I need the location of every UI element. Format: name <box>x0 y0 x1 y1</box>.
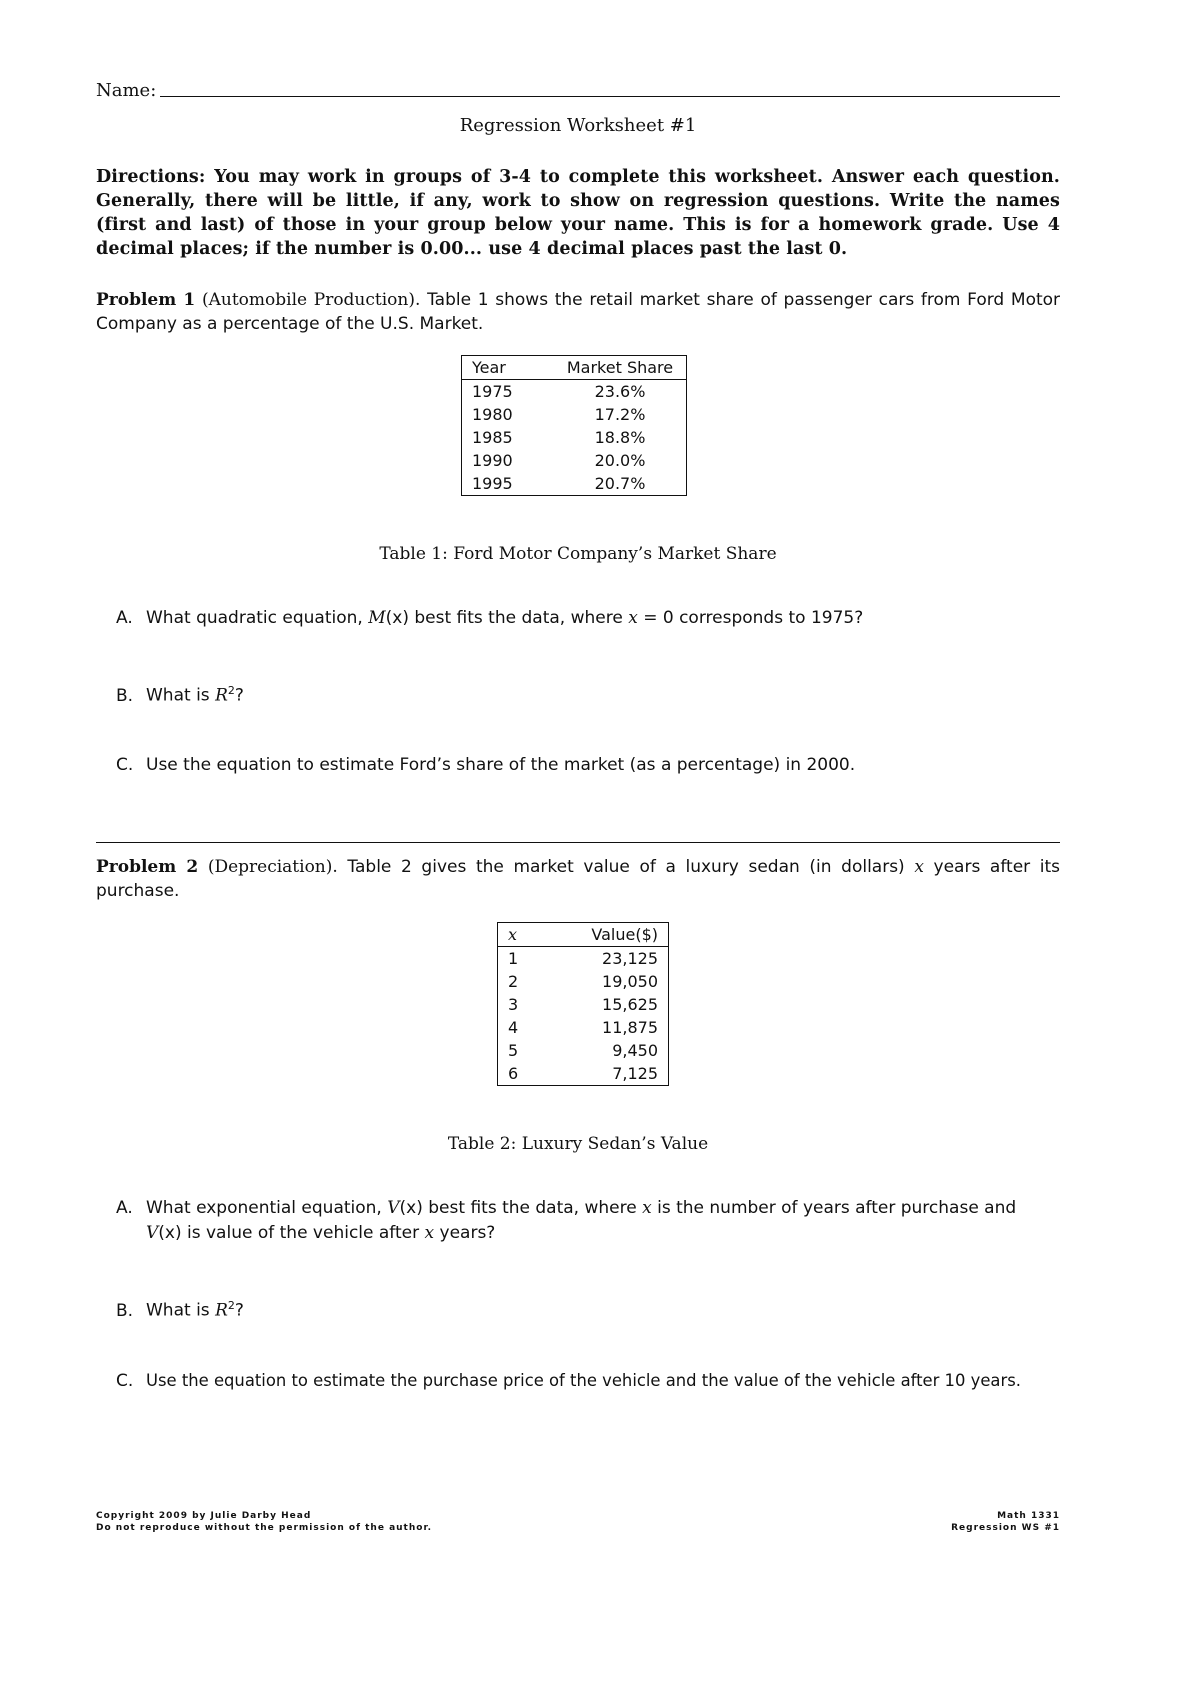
table-1-wrapper <box>461 355 687 496</box>
problem-2-question-a: A. What exponential equation, V(x) best fits the data, where x is the number of years after purchase and V(x) is value of the vehicle after x years? <box>116 1198 1017 1243</box>
table-1-header-row <box>462 356 687 380</box>
table-cell-value: 11,875 <box>602 1018 658 1037</box>
table-cell-value: 9,450 <box>612 1041 658 1060</box>
table-cell-x: 3 <box>508 995 519 1014</box>
table-row <box>498 1062 669 1086</box>
name-line <box>160 96 1060 97</box>
table-row <box>462 449 687 472</box>
problem-1-intro <box>96 288 1060 336</box>
table-cell-year: 1990 <box>472 451 513 470</box>
table-row <box>498 1016 669 1039</box>
table-2-header-row <box>498 923 669 947</box>
footer-copyright-line: Copyright 2009 by Julie Darby Head <box>96 1511 312 1521</box>
question-letter: C. <box>116 1371 134 1391</box>
table-row <box>498 947 669 971</box>
table-row <box>462 380 687 404</box>
footer-course <box>760 1510 1060 1534</box>
table-cell-share: 17.2% <box>594 405 646 424</box>
problem-2-heading: Problem 2 <box>96 857 199 877</box>
problem-1-heading: Problem 1 <box>96 290 196 310</box>
table-cell-value: 19,050 <box>602 972 658 991</box>
table-2-header-x: x <box>498 923 559 947</box>
table-cell-share: 20.7% <box>594 474 646 493</box>
table-1-header-year: Year <box>462 356 555 380</box>
table-cell-x: 5 <box>508 1041 519 1060</box>
problem-1-text: Table 1 shows the retail market share of passenger cars from Ford Motor Company as a percentage of the U.S. Market. <box>96 290 1061 334</box>
table-row <box>498 993 669 1016</box>
table-row <box>462 403 687 426</box>
table-cell-x: 4 <box>508 1018 519 1037</box>
table-1 <box>461 355 687 496</box>
table-2-caption: Table 2: Luxury Sedan’s Value <box>447 1134 709 1154</box>
table-row <box>498 1039 669 1062</box>
table-2-wrapper <box>497 922 669 1086</box>
name-label: Name: <box>96 80 157 101</box>
question-letter: C. <box>116 755 134 775</box>
question-letter: A. <box>116 608 133 628</box>
table-2-header-value: Value($) <box>558 923 669 947</box>
table-cell-x: 1 <box>508 949 519 968</box>
table-cell-year: 1995 <box>472 474 513 493</box>
table-row <box>462 472 687 496</box>
table-1-caption: Table 1: Ford Motor Company’s Market Share <box>379 544 777 564</box>
problem-1-topic: (Automobile Production). <box>201 290 421 310</box>
table-row <box>462 426 687 449</box>
problem-2-intro: Problem 2 (Depreciation). Table 2 gives the market value of a luxury sedan (in dollars) x years after its purchase. <box>96 857 1061 901</box>
problem-1-question-c: C. Use the equation to estimate Ford’s share of the market (as a percentage) in 2000. <box>116 753 1060 778</box>
footer-permission-line: Do not reproduce without the permission of the author. <box>96 1523 433 1533</box>
table-2 <box>497 922 669 1086</box>
table-row <box>498 970 669 993</box>
table-cell-value: 23,125 <box>602 949 658 968</box>
question-letter: B. <box>116 685 134 706</box>
table-cell-share: 20.0% <box>594 451 646 470</box>
question-letter: B. <box>116 1300 134 1321</box>
table-cell-year: 1980 <box>472 405 513 424</box>
worksheet-title: Regression Worksheet #1 <box>459 115 697 136</box>
table-cell-value: 15,625 <box>602 995 658 1014</box>
table-cell-value: 7,125 <box>612 1064 658 1083</box>
table-cell-share: 18.8% <box>594 428 646 447</box>
directions: Directions: You may work in groups of 3-4 to complete this worksheet. Answer each question. Generally, there will be little, if any, work to show on regression questions. Write the names (first and last) of those in your group below your name. This is for a homework grade. Use 4 decimal places; if the number is 0.00... use 4 decimal places past the last 0. <box>96 167 1060 259</box>
footer-course-line: Math 1331 <box>997 1511 1060 1521</box>
problem-1-question-a: A. What quadratic equation, M(x) best fits the data, where x = 0 corresponds to 1975? <box>116 606 1060 631</box>
question-letter: A. <box>116 1198 133 1218</box>
name-row <box>96 80 1060 106</box>
table-cell-share: 23.6% <box>594 382 646 401</box>
problem-2-question-c: C. Use the equation to estimate the purchase price of the vehicle and the value of the vehicle after 10 years. <box>116 1368 1066 1394</box>
table-cell-x: 6 <box>508 1064 519 1083</box>
problem-1-question-b: B. What is $R^2$? <box>116 678 1060 709</box>
section-divider <box>96 842 1060 843</box>
table-cell-year: 1975 <box>472 382 513 401</box>
table-cell-x: 2 <box>508 972 519 991</box>
footer-copyright <box>96 1510 432 1534</box>
table-cell-year: 1985 <box>472 428 513 447</box>
footer-worksheet-line: Regression WS #1 <box>951 1523 1060 1533</box>
table-1-header-share: Market Share <box>554 356 687 380</box>
problem-2-question-b: B. What is $R^2$? <box>116 1293 1060 1324</box>
problem-2-topic: (Depreciation). <box>207 857 338 877</box>
